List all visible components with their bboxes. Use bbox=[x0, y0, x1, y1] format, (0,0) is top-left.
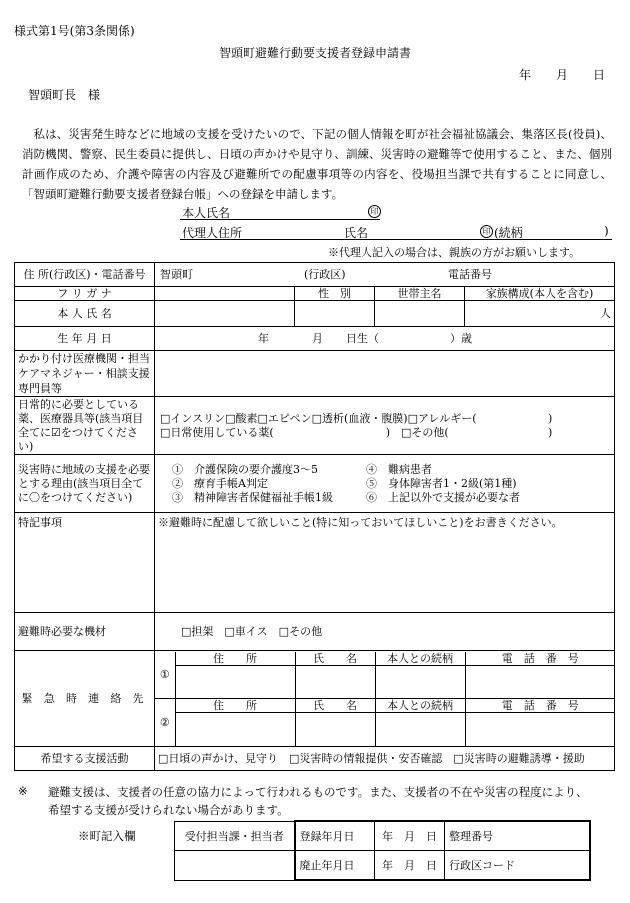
ec-phone-field[interactable] bbox=[465, 713, 614, 746]
phone-label: 電話番号 bbox=[448, 267, 492, 281]
gender-field[interactable] bbox=[295, 301, 375, 327]
householder-label: 世帯主名 bbox=[375, 287, 465, 301]
reason-field[interactable] bbox=[155, 455, 615, 513]
abolished-label: 廃止年月日 bbox=[295, 851, 375, 881]
relation-close: ) bbox=[604, 224, 609, 238]
seal-mark: 印 bbox=[480, 225, 493, 238]
family-label: 家族構成(本人を含む) bbox=[465, 287, 615, 301]
birth-age-label: ）歳 bbox=[450, 331, 472, 345]
reception-field[interactable] bbox=[175, 851, 295, 881]
office-use-table bbox=[174, 820, 591, 881]
ec-relation-field[interactable] bbox=[375, 666, 465, 699]
date-month-label: 月 bbox=[556, 68, 569, 82]
ec-relation-field[interactable] bbox=[375, 713, 465, 746]
meds-option-line1[interactable]: □インスリン□酸素□エピペン□透析(血液・腹膜)□アレルギー( bbox=[160, 411, 477, 425]
daily-meds-option[interactable]: □日常使用している薬( bbox=[160, 425, 274, 439]
emergency-contacts bbox=[155, 651, 615, 747]
self-name-label: 本人氏名 bbox=[182, 206, 231, 220]
ec-address-header: 住 所 bbox=[175, 652, 295, 666]
ec-relation-header: 本人との続柄 bbox=[375, 699, 465, 713]
special-note: ※避難時に配慮して欲しいこと(特に知っておいてほしいこと)をお書きください。 bbox=[158, 516, 563, 529]
meds-option-line2[interactable] bbox=[158, 426, 502, 440]
name-label: 本 人 氏 名 bbox=[15, 301, 155, 327]
equipment-label: 避難時必要な機材 bbox=[15, 613, 155, 651]
self-seal bbox=[368, 204, 381, 218]
ec-number-2: ② bbox=[155, 699, 175, 746]
ec-number-1: ① bbox=[155, 652, 175, 699]
proxy-address-label: 代理人住所 bbox=[182, 226, 243, 240]
meds-label: 日常的に必要としている薬、医療器具等(該当項目全てに☑をつけてください) bbox=[15, 397, 155, 455]
reason-option[interactable]: ⑤ 身体障害者1・2級(第1種) bbox=[366, 476, 517, 490]
reason-label: 災害時に地域の支援を必要とする理由(該当項目全てに〇をつけてください) bbox=[15, 455, 155, 513]
reason-option[interactable]: ① 介護保険の要介護度3～5 bbox=[172, 462, 318, 476]
ec-phone-field[interactable] bbox=[465, 666, 614, 699]
form-number: 様式第1号(第3条関係) bbox=[14, 24, 135, 38]
support-options[interactable]: □日頃の声かけ、見守り □災害時の情報提供・安否確認 □災害時の避難誘導・援助 bbox=[155, 747, 615, 771]
ec-name-header: 氏 名 bbox=[295, 699, 375, 713]
birth-month-label: 月 bbox=[312, 331, 323, 345]
ec-name-field[interactable] bbox=[295, 666, 375, 699]
ec-address-header: 住 所 bbox=[175, 699, 295, 713]
footer-note-mark: ※ bbox=[18, 784, 28, 798]
ec-name-header: 氏 名 bbox=[295, 652, 375, 666]
reg-number-label: 整理番号 bbox=[445, 821, 590, 851]
meds-close-1: ) bbox=[548, 411, 553, 425]
medical-field[interactable] bbox=[155, 351, 615, 397]
gender-label: 性 別 bbox=[295, 287, 375, 301]
address-field[interactable] bbox=[155, 263, 615, 287]
householder-field[interactable] bbox=[375, 301, 465, 327]
proxy-seal bbox=[480, 224, 493, 238]
person-unit: 人 bbox=[599, 307, 611, 320]
relation-label: (続柄 bbox=[494, 226, 523, 240]
proxy-line bbox=[180, 239, 612, 240]
proxy-note: ※代理人記入の場合は、親族の方がお願いします。 bbox=[328, 246, 581, 259]
form-title: 智頭町避難行動要支援者登録申請書 bbox=[218, 46, 411, 60]
district-code-label: 行政区コード bbox=[445, 851, 590, 881]
footer-note-line1: 避難支援は、支援者の任意の協力によって行われるものです。また、支援者の不在や災害の程度により、 bbox=[48, 785, 588, 799]
main-form-table bbox=[14, 262, 615, 771]
special-label: 特記事項 bbox=[15, 513, 155, 613]
special-field[interactable] bbox=[155, 513, 615, 613]
furigana-field[interactable] bbox=[155, 287, 295, 301]
district-label: (行政区) bbox=[304, 267, 346, 281]
ec-name-field[interactable] bbox=[295, 713, 375, 746]
other-option[interactable]: ) □その他( bbox=[385, 425, 449, 439]
registered-date[interactable]: 年 月 日 bbox=[375, 821, 445, 851]
date-day-label: 日 bbox=[593, 68, 606, 82]
meds-close-2: ) bbox=[548, 425, 553, 439]
ec-address-field[interactable] bbox=[175, 666, 295, 699]
date-year-label: 年 bbox=[519, 68, 532, 82]
birth-label: 生 年 月 日 bbox=[15, 327, 155, 351]
footer-note-line2: 希望する支援が受けられない場合があります。 bbox=[48, 803, 289, 817]
reason-option[interactable]: ④ 難病患者 bbox=[366, 462, 432, 476]
ec-address-field[interactable] bbox=[175, 713, 295, 746]
meds-field[interactable] bbox=[155, 397, 615, 455]
self-name-line bbox=[180, 219, 380, 220]
emergency-label: 緊 急 時 連 絡 先 bbox=[15, 651, 155, 747]
ec-phone-header: 電 話 番 号 bbox=[465, 652, 614, 666]
proxy-name-label: 氏名 bbox=[344, 226, 369, 240]
intro-paragraph: 私は、災害発生時などに地域の支援を受けたいので、下記の個人情報を町が社会福祉協議会、集落区長(役員)、消防機関、警察、民生委員に提供し、日頃の声かけや見守り、訓練、災害時の避難等で使用すること、また、個別計画作成のため、介護や障害の内容及び避難所での配慮事項等の内容を、役場担当課で共有することに同意し、「智頭町避難行動要支援者登録台帳」への登録を申請します。 bbox=[22, 127, 612, 201]
reception-label: 受付担当課・担当者 bbox=[175, 821, 295, 851]
birth-year-label: 年 bbox=[258, 331, 269, 345]
seal-mark: 印 bbox=[368, 205, 381, 218]
support-label: 希望する支援活動 bbox=[15, 747, 155, 771]
furigana-label: フ リ ガ ナ bbox=[15, 287, 155, 301]
address-label: 住 所(行政区)・電話番号 bbox=[15, 263, 155, 287]
medical-label: かかり付け医療機関・担当ケアマネジャー・相談支援専門員等 bbox=[15, 351, 155, 397]
family-field[interactable] bbox=[465, 301, 615, 327]
office-use-label: ※町記入欄 bbox=[78, 829, 136, 843]
reason-option[interactable]: ② 療育手帳A判定 bbox=[172, 476, 268, 490]
birth-day-label: 日生（ bbox=[346, 331, 379, 345]
equipment-options[interactable]: □担架 □車イス □その他 bbox=[155, 613, 615, 651]
registered-label: 登録年月日 bbox=[295, 821, 375, 851]
name-field[interactable] bbox=[155, 301, 295, 327]
reason-option[interactable]: ⑥ 上記以外で支援が必要な者 bbox=[366, 490, 520, 504]
ec-relation-header: 本人との続柄 bbox=[375, 652, 465, 666]
addressee: 智頭町長 様 bbox=[28, 88, 101, 102]
ec-phone-header: 電 話 番 号 bbox=[465, 699, 614, 713]
abolished-date[interactable]: 年 月 日 bbox=[375, 851, 445, 881]
birth-field[interactable] bbox=[155, 327, 615, 351]
reason-option[interactable]: ③ 精神障害者保健福祉手帳1級 bbox=[172, 490, 333, 504]
town-label: 智頭町 bbox=[160, 267, 193, 281]
